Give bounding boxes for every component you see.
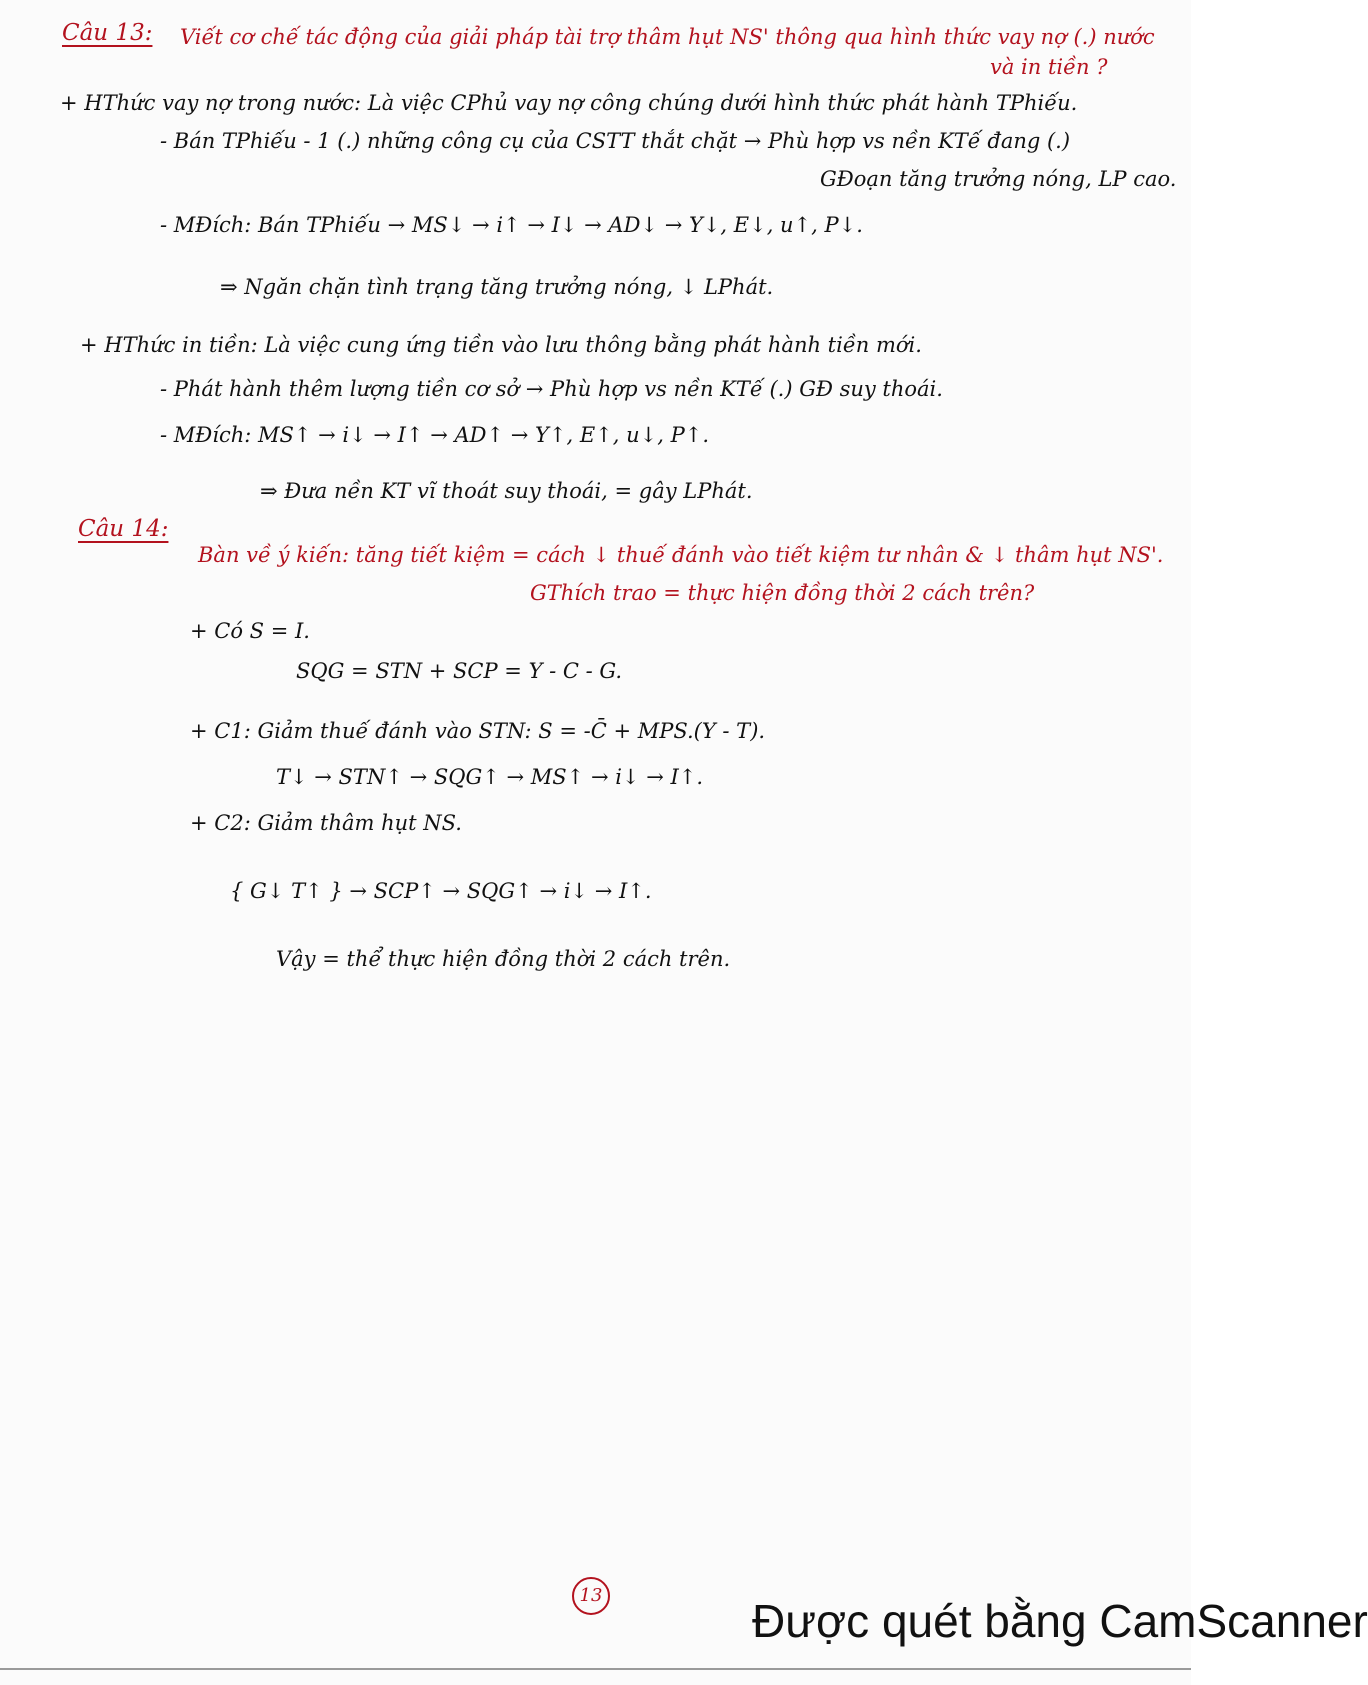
q13-body-line-9: ⇒ Đưa nền KT vĩ thoát suy thoái, = gây LPhát. xyxy=(260,479,753,503)
q13-body-line-2: - Bán TPhiếu - 1 (.) những công cụ của CSTT thắt chặt → Phù hợp vs nền KTế đang (.) xyxy=(160,129,1071,153)
page-number-badge: 13 xyxy=(572,1577,610,1615)
question-13-title-line-1: Viết cơ chế tác động của giải pháp tài trợ thâm hụt NS' thông qua hình thức vay nợ (.) nước xyxy=(180,25,1155,49)
q14-body-line-2: SQG = STN + SCP = Y - C - G. xyxy=(296,659,623,683)
scanner-watermark xyxy=(752,1590,1368,1648)
q14-body-line-7: Vậy = thể thực hiện đồng thời 2 cách trên. xyxy=(276,947,731,971)
q14-body-line-6: { G↓ T↑ } → SCP↑ → SQG↑ → i↓ → I↑. xyxy=(230,879,652,903)
q14-body-line-4: T↓ → STN↑ → SQG↑ → MS↑ → i↓ → I↑. xyxy=(276,765,704,789)
q13-body-line-1: + HThức vay nợ trong nước: Là việc CPhủ vay nợ công chúng dưới hình thức phát hành TPhiếu. xyxy=(60,91,1078,115)
q13-body-line-8: - MĐích: MS↑ → i↓ → I↑ → AD↑ → Y↑, E↑, u↓, P↑. xyxy=(160,423,710,447)
q13-body-line-7: - Phát hành thêm lượng tiền cơ sở → Phù hợp vs nền KTế (.) GĐ suy thoái. xyxy=(160,377,943,401)
scanner-watermark-text: Được quét bằng CamScanner xyxy=(752,1595,1368,1647)
question-14-title-line-1: Bàn về ý kiến: tăng tiết kiệm = cách ↓ thuế đánh vào tiết kiệm tư nhân & ↓ thâm hụt NS'. xyxy=(198,543,1164,567)
q13-body-line-5: ⇒ Ngăn chặn tình trạng tăng trưởng nóng, ↓ LPhát. xyxy=(220,275,774,299)
q14-body-line-3: + C1: Giảm thuế đánh vào STN: S = -C̄ + MPS.(Y - T). xyxy=(190,719,766,743)
q13-body-line-6: + HThức in tiền: Là việc cung ứng tiền vào lưu thông bằng phát hành tiền mới. xyxy=(80,333,922,357)
question-13-label: Câu 13: xyxy=(62,20,153,46)
q14-body-line-1: + Có S = I. xyxy=(190,619,310,643)
question-13-title-line-2: và in tiền ? xyxy=(990,55,1108,79)
q13-body-line-4: - MĐích: Bán TPhiếu → MS↓ → i↑ → I↓ → AD↓ → Y↓, E↓, u↑, P↓. xyxy=(160,213,863,237)
question-14-label: Câu 14: xyxy=(78,516,169,542)
question-14-title-line-2: GThích trao = thực hiện đồng thời 2 cách trên? xyxy=(530,581,1035,605)
q14-body-line-5: + C2: Giảm thâm hụt NS. xyxy=(190,811,462,835)
q13-body-line-3: GĐoạn tăng trưởng nóng, LP cao. xyxy=(820,167,1177,191)
bottom-divider xyxy=(0,1668,1191,1670)
